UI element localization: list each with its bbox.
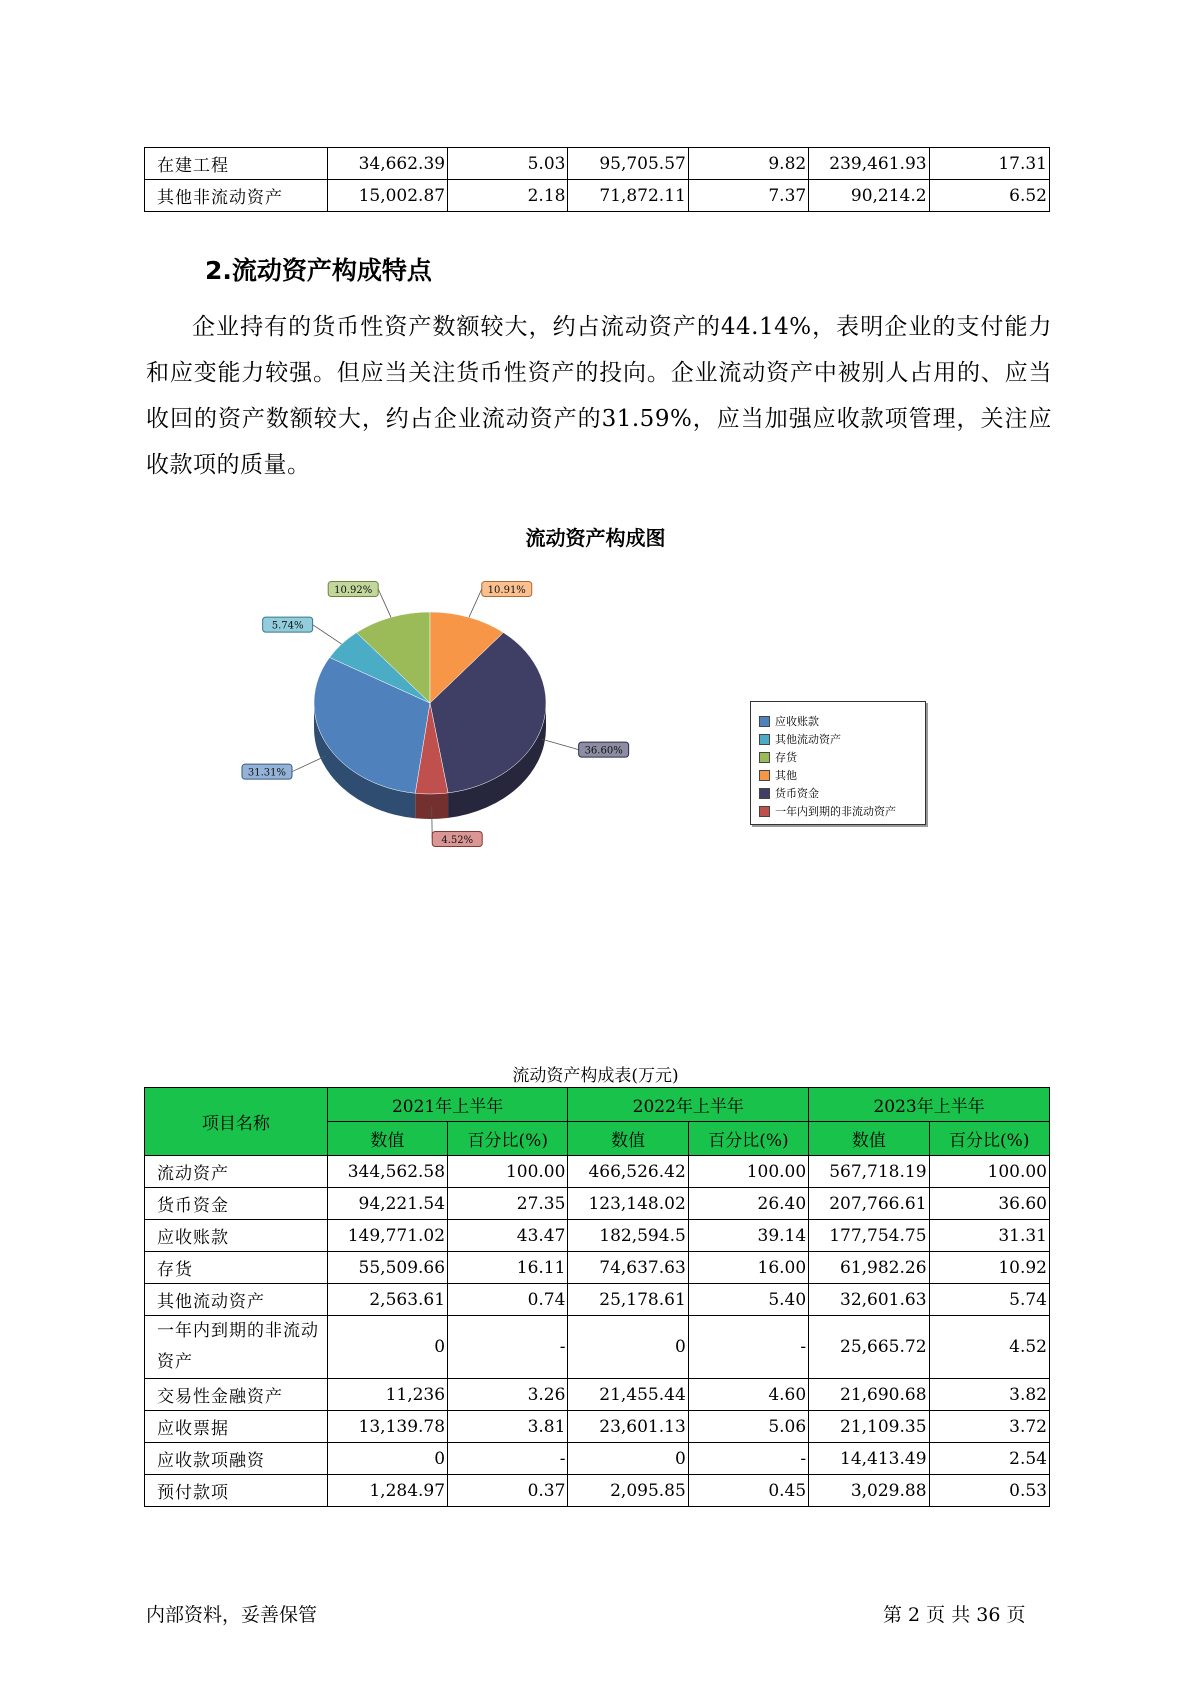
legend-label: 其他 <box>775 769 797 782</box>
cell-percent: 0.53 <box>929 1475 1049 1507</box>
cell-value: 25,178.61 <box>568 1284 688 1316</box>
legend-swatch <box>759 788 770 799</box>
cell-value: 13,139.78 <box>327 1411 447 1443</box>
cell-percent: 36.60 <box>929 1188 1049 1220</box>
legend-item <box>759 748 917 766</box>
cell-percent: 2.54 <box>929 1443 1049 1475</box>
cell-percent: 17.31 <box>929 148 1049 180</box>
cell-percent: 7.37 <box>688 180 808 212</box>
cell-value: 1,284.97 <box>327 1475 447 1507</box>
row-name: 其他流动资产 <box>145 1284 328 1316</box>
legend-item <box>759 802 917 820</box>
header-value: 数值 <box>327 1122 447 1156</box>
header-year-2022: 2022年上半年 <box>568 1088 809 1122</box>
data-label: 10.92% <box>334 585 373 597</box>
cell-percent: 5.40 <box>688 1284 808 1316</box>
row-name: 流动资产 <box>145 1156 328 1188</box>
cell-value: 466,526.42 <box>568 1156 688 1188</box>
cell-percent: 3.26 <box>448 1379 568 1411</box>
table-row <box>145 180 1050 212</box>
cell-percent: 3.82 <box>929 1379 1049 1411</box>
leader-line <box>378 589 391 617</box>
cell-percent: 3.72 <box>929 1411 1049 1443</box>
row-name: 应收款项融资 <box>145 1443 328 1475</box>
legend-item <box>759 730 917 748</box>
cell-value: 25,665.72 <box>809 1316 929 1379</box>
chart-title: 流动资产构成图 <box>525 526 666 550</box>
cell-value: 21,455.44 <box>568 1379 688 1411</box>
row-name: 一年内到期的非流动资产 <box>145 1316 328 1379</box>
table-header-row <box>145 1088 1050 1122</box>
header-pct: 百分比(%) <box>448 1122 568 1156</box>
cell-percent: - <box>448 1443 568 1475</box>
row-name: 应收账款 <box>145 1220 328 1252</box>
table-row <box>145 1220 1050 1252</box>
data-label: 5.74% <box>271 620 304 632</box>
cell-value: 71,872.11 <box>568 180 688 212</box>
data-label: 31.31% <box>247 767 287 779</box>
cell-value: 55,509.66 <box>327 1252 447 1284</box>
row-name: 在建工程 <box>145 148 328 180</box>
legend-item <box>759 766 917 784</box>
cell-value: 94,221.54 <box>327 1188 447 1220</box>
cell-value: 3,029.88 <box>809 1475 929 1507</box>
cell-value: 344,562.58 <box>327 1156 447 1188</box>
cell-value: 11,236 <box>327 1379 447 1411</box>
cell-percent: - <box>448 1316 568 1379</box>
legend-swatch <box>759 734 770 745</box>
row-name: 交易性金融资产 <box>145 1379 328 1411</box>
cell-percent: 0.37 <box>448 1475 568 1507</box>
cell-percent: 43.47 <box>448 1220 568 1252</box>
row-name: 预付款项 <box>145 1475 328 1507</box>
cell-percent: 2.18 <box>448 180 568 212</box>
row-name: 应收票据 <box>145 1411 328 1443</box>
legend-label: 货币资金 <box>775 787 819 800</box>
cell-percent: 27.35 <box>448 1188 568 1220</box>
header-year-2023: 2023年上半年 <box>809 1088 1050 1122</box>
cell-value: 0 <box>568 1443 688 1475</box>
legend-label: 其他流动资产 <box>775 733 841 746</box>
cell-value: 14,413.49 <box>809 1443 929 1475</box>
cell-percent: 0.74 <box>448 1284 568 1316</box>
cell-value: 21,690.68 <box>809 1379 929 1411</box>
cell-value: 239,461.93 <box>809 148 929 180</box>
chart-legend <box>750 701 926 825</box>
table-row <box>145 1316 1050 1379</box>
legend-label: 存货 <box>775 751 797 764</box>
cell-percent: 39.14 <box>688 1220 808 1252</box>
table-row <box>145 1156 1050 1188</box>
cell-value: 21,109.35 <box>809 1411 929 1443</box>
footer-page-number: 第 2 页 共 36 页 <box>883 1604 1026 1626</box>
cell-value: 149,771.02 <box>327 1220 447 1252</box>
cell-percent: 100.00 <box>688 1156 808 1188</box>
legend-item <box>759 784 917 802</box>
header-year-2021: 2021年上半年 <box>327 1088 568 1122</box>
cell-percent: 0.45 <box>688 1475 808 1507</box>
leader-line <box>292 756 326 772</box>
table-row <box>145 1188 1050 1220</box>
row-name: 货币资金 <box>145 1188 328 1220</box>
cell-value: 95,705.57 <box>568 148 688 180</box>
data-label: 4.52% <box>441 834 474 846</box>
cell-value: 123,148.02 <box>568 1188 688 1220</box>
legend-label: 应收账款 <box>775 715 819 728</box>
header-pct: 百分比(%) <box>688 1122 808 1156</box>
section-heading: 2.流动资产构成特点 <box>205 256 432 285</box>
legend-item <box>759 712 917 730</box>
cell-value: 61,982.26 <box>809 1252 929 1284</box>
cell-percent: 4.60 <box>688 1379 808 1411</box>
cell-percent: - <box>688 1316 808 1379</box>
cell-percent: 100.00 <box>448 1156 568 1188</box>
header-value: 数值 <box>809 1122 929 1156</box>
cell-value: 34,662.39 <box>327 148 447 180</box>
table-row <box>145 1252 1050 1284</box>
header-item-name: 项目名称 <box>145 1088 328 1156</box>
cell-percent: 4.52 <box>929 1316 1049 1379</box>
table-caption: 流动资产构成表(万元) <box>512 1066 679 1086</box>
leader-line <box>313 625 342 644</box>
header-value: 数值 <box>568 1122 688 1156</box>
cell-value: 23,601.13 <box>568 1411 688 1443</box>
cell-value: 32,601.63 <box>809 1284 929 1316</box>
cell-value: 567,718.19 <box>809 1156 929 1188</box>
pie-chart <box>235 585 623 846</box>
legend-swatch <box>759 770 770 781</box>
data-label: 10.91% <box>487 585 526 597</box>
top-table <box>144 147 1050 212</box>
cell-value: 15,002.87 <box>327 180 447 212</box>
data-label: 36.60% <box>584 745 623 757</box>
cell-percent: - <box>688 1443 808 1475</box>
cell-value: 2,095.85 <box>568 1475 688 1507</box>
cell-percent: 10.92 <box>929 1252 1049 1284</box>
row-name: 存货 <box>145 1252 328 1284</box>
cell-value: 0 <box>327 1443 447 1475</box>
cell-percent: 16.00 <box>688 1252 808 1284</box>
legend-swatch <box>759 752 770 763</box>
legend-swatch <box>759 716 770 727</box>
header-pct: 百分比(%) <box>929 1122 1049 1156</box>
cell-value: 74,637.63 <box>568 1252 688 1284</box>
footer-confidential: 内部资料，妥善保管 <box>146 1604 318 1626</box>
cell-percent: 5.74 <box>929 1284 1049 1316</box>
current-assets-table <box>144 1087 1050 1507</box>
legend-swatch <box>759 806 770 817</box>
legend-label: 一年内到期的非流动资产 <box>775 805 896 818</box>
cell-percent: 6.52 <box>929 180 1049 212</box>
cell-value: 90,214.2 <box>809 180 929 212</box>
table-row <box>145 1284 1050 1316</box>
leader-line <box>469 589 482 617</box>
cell-value: 182,594.5 <box>568 1220 688 1252</box>
row-name: 其他非流动资产 <box>145 180 328 212</box>
cell-value: 0 <box>327 1316 447 1379</box>
cell-percent: 5.06 <box>688 1411 808 1443</box>
cell-percent: 100.00 <box>929 1156 1049 1188</box>
section-paragraph: 企业持有的货币性资产数额较大，约占流动资产的44.14%，表明企业的支付能力和应变能力较强。但应当关注货币性资产的投向。企业流动资产中被别人占用的、应当收回的资产数额较大，约占企业流动资产的31.59%，应当加强应收款项管理，关注应收款项的质量。 <box>146 314 1052 478</box>
table-row <box>145 148 1050 180</box>
table-row <box>145 1475 1050 1507</box>
cell-value: 0 <box>568 1316 688 1379</box>
cell-percent: 9.82 <box>688 148 808 180</box>
leader-line <box>542 739 579 749</box>
table-row <box>145 1379 1050 1411</box>
cell-percent: 16.11 <box>448 1252 568 1284</box>
cell-percent: 31.31 <box>929 1220 1049 1252</box>
cell-value: 177,754.75 <box>809 1220 929 1252</box>
cell-percent: 5.03 <box>448 148 568 180</box>
table-row <box>145 1443 1050 1475</box>
cell-percent: 3.81 <box>448 1411 568 1443</box>
table-row <box>145 1411 1050 1443</box>
cell-value: 2,563.61 <box>327 1284 447 1316</box>
cell-value: 207,766.61 <box>809 1188 929 1220</box>
cell-percent: 26.40 <box>688 1188 808 1220</box>
